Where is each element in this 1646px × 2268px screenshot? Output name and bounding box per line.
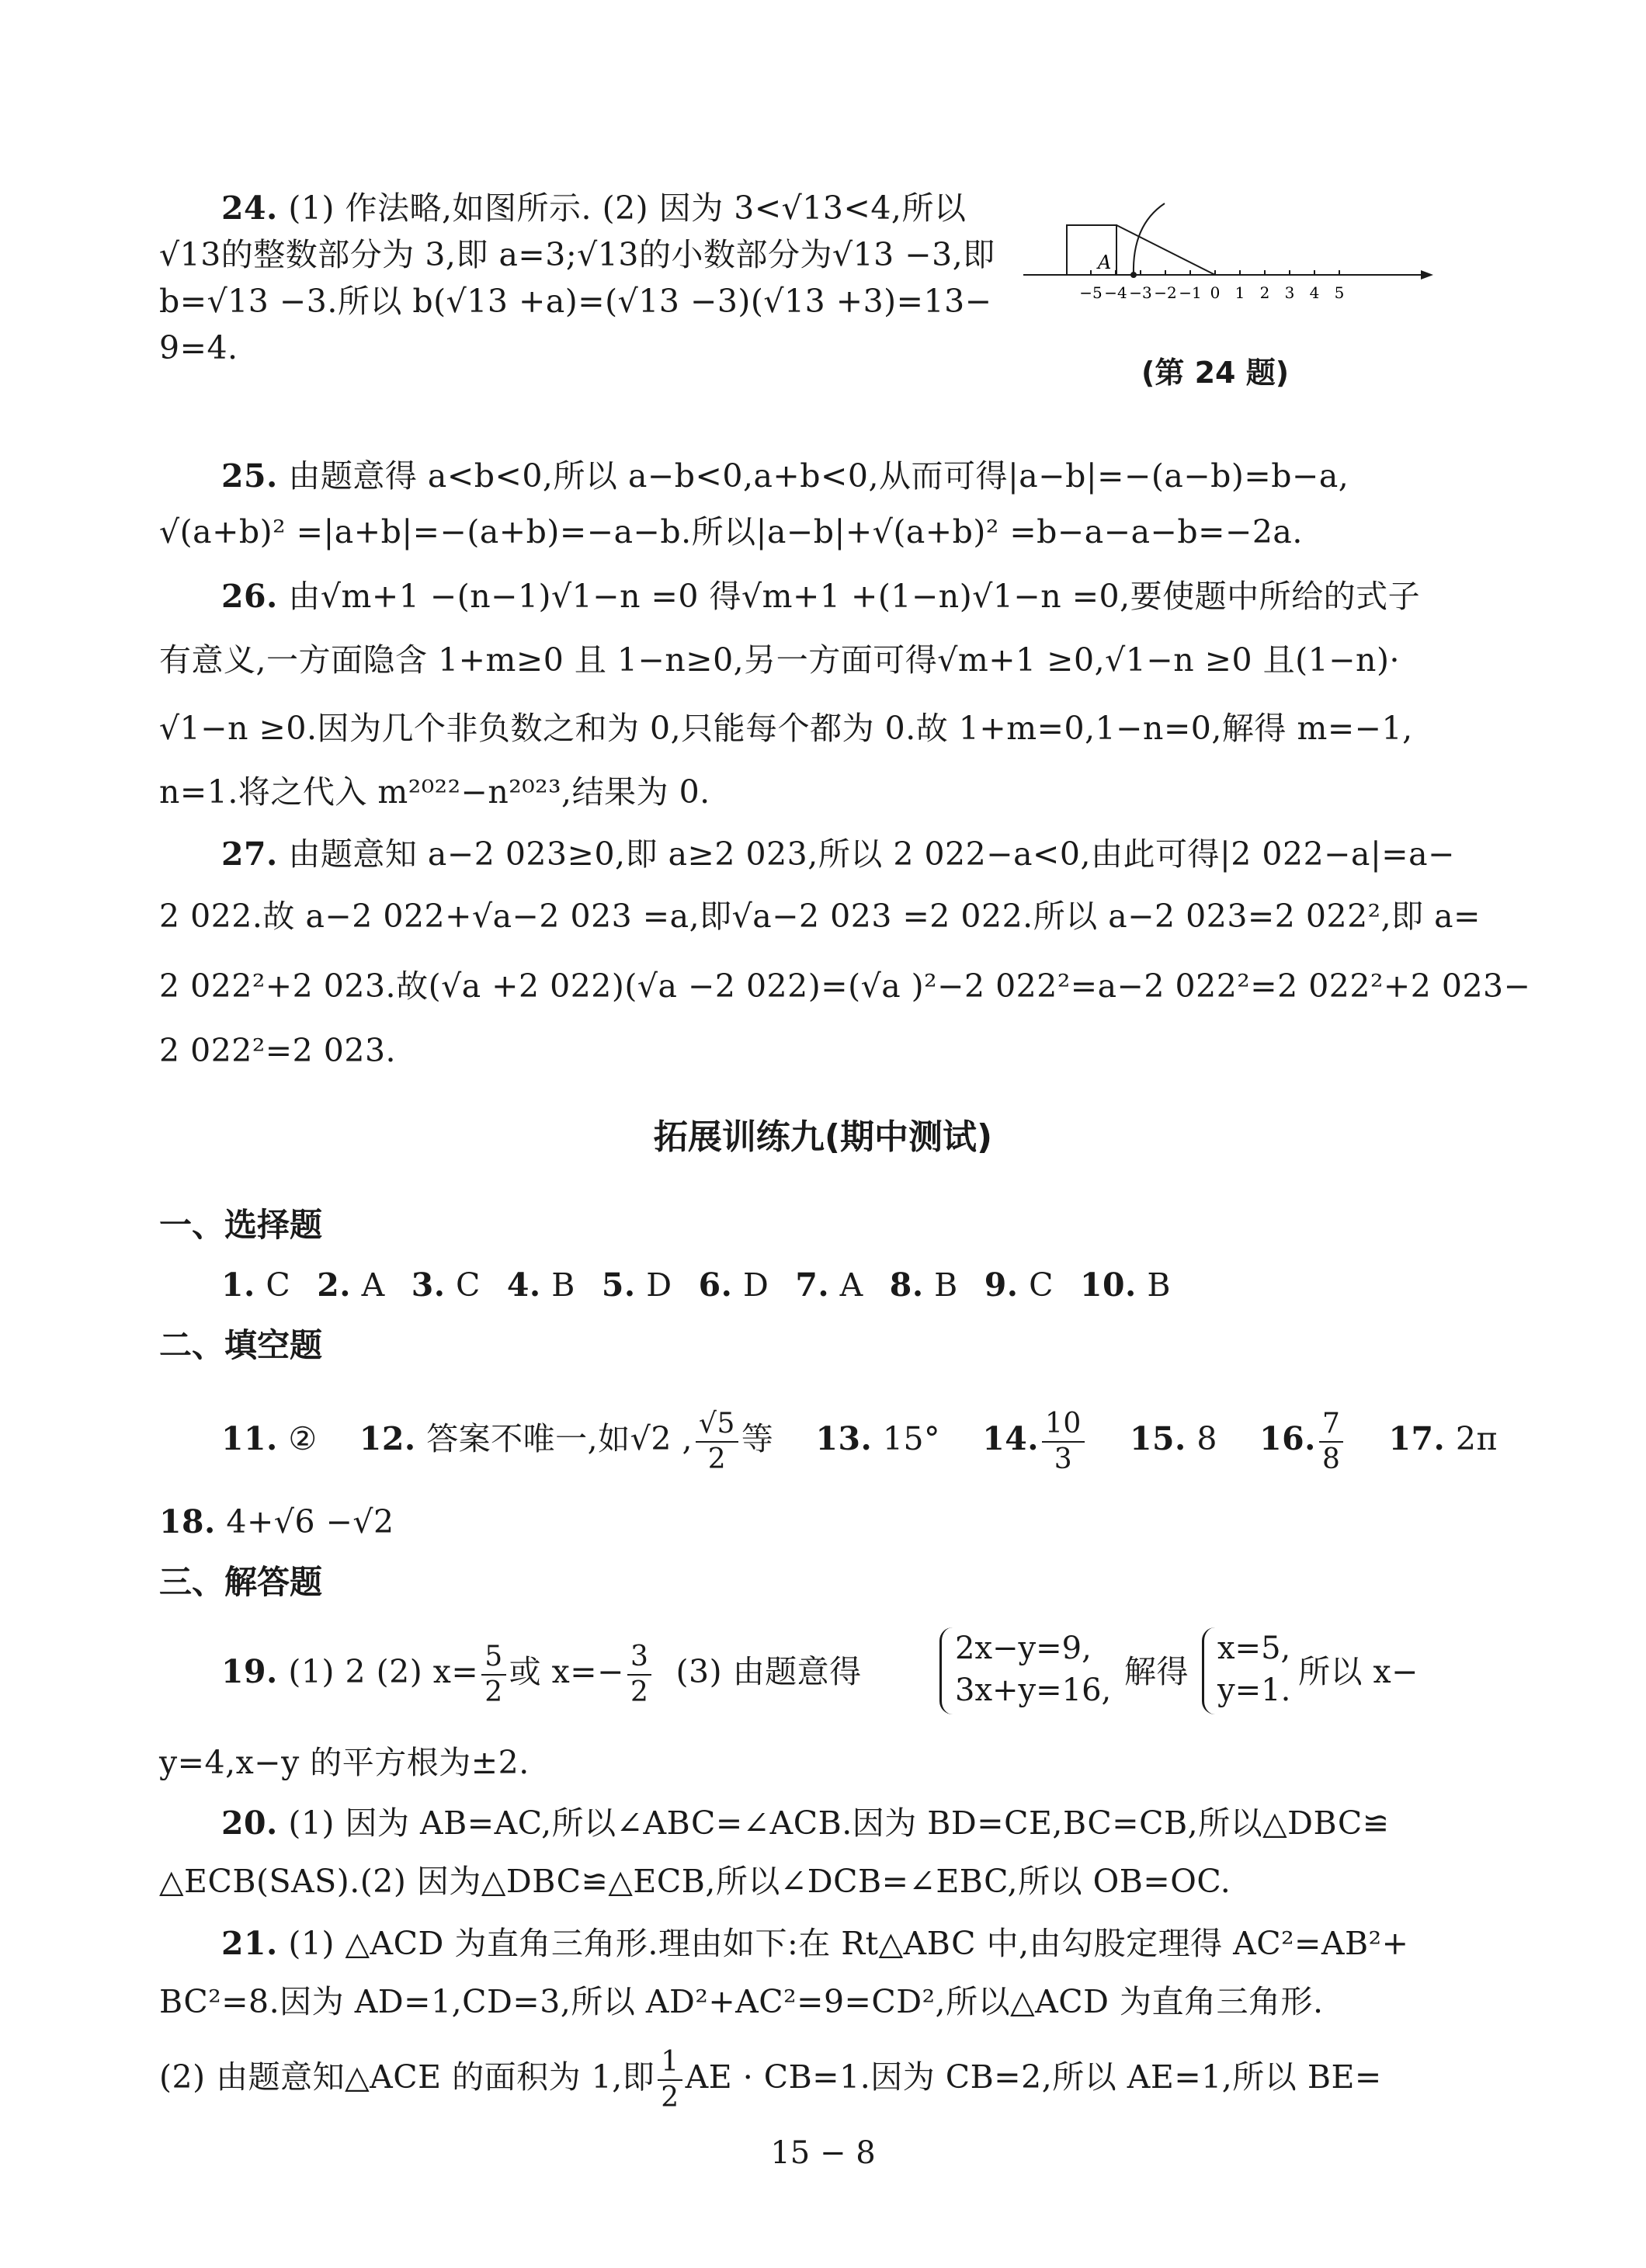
q19-solve-label: 解得 (1124, 1653, 1189, 1690)
equation-system-2: x=5, y=1. (1217, 1631, 1291, 1708)
q26-line-1: 26. 由√m+1 −(n−1)√1−n =0 得√m+1 +(1−n)√1−n =0,要使题中所给的式子 (221, 578, 1421, 615)
mc-answer-number: 7. (795, 1266, 830, 1304)
axis-tick-label: −3 (1129, 283, 1152, 302)
q21-line-2: BC²=8.因为 AD=1,CD=3,所以 AD²+AC²=9=CD²,所以△ACD 为直角三角形. (159, 1983, 1324, 2020)
mc-answer-number: 8. (889, 1266, 924, 1304)
axis-tick-label: −4 (1104, 283, 1127, 302)
q24-number: 24. (221, 189, 278, 227)
number-line-figure (1017, 194, 1436, 326)
axis-tick-label: −2 (1154, 283, 1177, 302)
mc-answer (412, 1266, 481, 1304)
mc-answer-number: 9. (984, 1266, 1019, 1304)
q19-line-1: 19. (1) 2 (2) x= $\frac{5}{2}$ 或 x=− $\frac{3}{2}$ (3) 由题意得 (221, 1640, 862, 1708)
axis-tick-label: 4 (1309, 283, 1320, 302)
part2-heading: 二、填空题 (159, 1326, 323, 1364)
page-number: 15 − 8 (770, 2135, 876, 2171)
compass-arc (1134, 203, 1165, 275)
system-brace-1 (939, 1627, 953, 1714)
mc-answer (317, 1266, 384, 1304)
axis-tick-label: 2 (1259, 283, 1270, 302)
mc-answer-letter: D (732, 1266, 769, 1304)
q27-line-4: 2 022²=2 023. (159, 1032, 397, 1069)
mc-answer-number: 2. (317, 1266, 352, 1304)
fraction: $\frac{5}{2}$ (481, 1643, 505, 1707)
mc-answer-letter: C (1018, 1266, 1054, 1304)
fill-blank-answers: 11. ② 12. 答案不唯一,如√2 , $\frac{√5}{2}$ 等 13. 15° 14. $\frac{10}{3}$ 15. 8 16. $\frac{7}{8}$ 17. 2π (221, 1407, 1498, 1475)
q21-line-3: (2) 由题意知△ACE 的面积为 1,即 $\frac{1}{2}$ AE · CB=1.因为 CB=2,所以 AE=1,所以 BE= (159, 2045, 1382, 2113)
mc-answer (795, 1266, 863, 1304)
q26-line-3: √1−n ≥0.因为几个非负数之和为 0,只能每个都为 0.故 1+m=0,1−n=0,解得 m=−1, (159, 710, 1413, 747)
axis-tick-label: −1 (1179, 283, 1202, 302)
mc-answer (221, 1266, 290, 1304)
mc-answer-letter: C (255, 1266, 291, 1304)
mc-answer-number: 5. (601, 1266, 636, 1304)
q27-line-3: 2 022²+2 023.故(√a +2 022)(√a −2 022)=(√a )²−2 022²=a−2 022²=2 022²+2 023− (159, 967, 1531, 1005)
mc-answer (602, 1266, 672, 1304)
mc-answer-number: 4. (506, 1266, 541, 1304)
mc-answer-letter: B (540, 1266, 575, 1304)
q21-line-1: 21. (1) △ACD 为直角三角形.理由如下:在 Rt△ABC 中,由勾股定理得 AC²=AB²+ (221, 1925, 1409, 1962)
multiple-choice-answers (221, 1262, 1197, 1308)
q24-line-2: √13的整数部分为 3,即 a=3;√13的小数部分为√13 −3,即 (159, 236, 995, 273)
q26-line-4: n=1.将之代入 m²⁰²²−n²⁰²³,结果为 0. (159, 773, 710, 811)
q20-line-1: 20. (1) 因为 AB=AC,所以∠ABC=∠ACB.因为 BD=CE,BC=CB,所以△DBC≌ (221, 1804, 1390, 1842)
mc-answer (984, 1266, 1054, 1304)
fraction: $\frac{3}{2}$ (627, 1643, 651, 1707)
mc-answer-letter: B (923, 1266, 958, 1304)
fraction: $\frac{√5}{2}$ (696, 1410, 738, 1474)
axis-tick-label: 0 (1210, 283, 1221, 302)
q25-line-2: √(a+b)² =|a+b|=−(a+b)=−a−b.所以|a−b|+√(a+b)² =b−a−a−b=−2a. (159, 513, 1303, 551)
q24-line-3: b=√13 −3.所以 b(√13 +a)=(√13 −3)(√13 +3)=13− (159, 283, 992, 320)
fraction: $\frac{1}{2}$ (658, 2048, 682, 2112)
mc-answer (1080, 1266, 1171, 1304)
mc-answer-number: 1. (221, 1266, 255, 1304)
system-brace-2 (1202, 1627, 1215, 1714)
q27-line-2: 2 022.故 a−2 022+√a−2 023 =a,即√a−2 023 =2 022.所以 a−2 023=2 022²,即 a= (159, 898, 1481, 935)
q26-line-2: 有意义,一方面隐含 1+m≥0 且 1−n≥0,另一方面可得√m+1 ≥0,√1−n ≥0 且(1−n)· (159, 641, 1400, 679)
fraction: $\frac{10}{3}$ (1042, 1410, 1085, 1474)
axis-arrow (1421, 270, 1433, 280)
point-a (1130, 272, 1137, 278)
point-a-label: A (1098, 252, 1112, 273)
mc-answer-number: 3. (411, 1266, 446, 1304)
mc-answer-letter: B (1136, 1266, 1172, 1304)
mc-answer (699, 1266, 769, 1304)
figure-caption: (第 24 题) (1141, 356, 1290, 390)
axis-tick-label: 5 (1334, 283, 1345, 302)
q24-line-1: 24. (1) 作法略,如图所示. (2) 因为 3<√13<4,所以 (221, 189, 967, 227)
mc-answer-letter: D (635, 1266, 672, 1304)
part1-heading: 一、选择题 (159, 1206, 323, 1244)
mc-answer-letter: A (351, 1266, 385, 1304)
q25-line-1: 25. 由题意得 a<b<0,所以 a−b<0,a+b<0,从而可得|a−b|=−(a−b)=b−a, (221, 457, 1349, 495)
q27-line-1: 27. 由题意知 a−2 023≥0,即 a≥2 023,所以 2 022−a<0,由此可得|2 022−a|=a− (221, 835, 1455, 873)
equation-system-1: 2x−y=9, 3x+y=16, (955, 1631, 1112, 1708)
q18-answer: 18. 4+√6 −√2 (159, 1503, 394, 1540)
q24-line-4: 9=4. (159, 329, 238, 366)
part3-heading: 三、解答题 (159, 1563, 323, 1601)
mc-answer-letter: A (829, 1266, 863, 1304)
mc-answer-letter: C (445, 1266, 481, 1304)
axis-tick-label: 3 (1284, 283, 1295, 302)
axis-tick-label: −5 (1079, 283, 1103, 302)
axis-tick-label: 1 (1234, 283, 1245, 302)
mc-answer (507, 1266, 575, 1304)
q19-tail: 所以 x− (1298, 1653, 1419, 1690)
mc-answer-number: 6. (698, 1266, 733, 1304)
mc-answer (890, 1266, 958, 1304)
mc-answer-number: 10. (1080, 1266, 1137, 1304)
q19-line-2: y=4,x−y 的平方根为±2. (159, 1744, 530, 1781)
fraction: $\frac{7}{8}$ (1319, 1410, 1343, 1474)
section-title: 拓展训练九(期中测试) (653, 1117, 993, 1157)
q20-line-2: △ECB(SAS).(2) 因为△DBC≌△ECB,所以∠DCB=∠EBC,所以 OB=OC. (159, 1863, 1231, 1900)
